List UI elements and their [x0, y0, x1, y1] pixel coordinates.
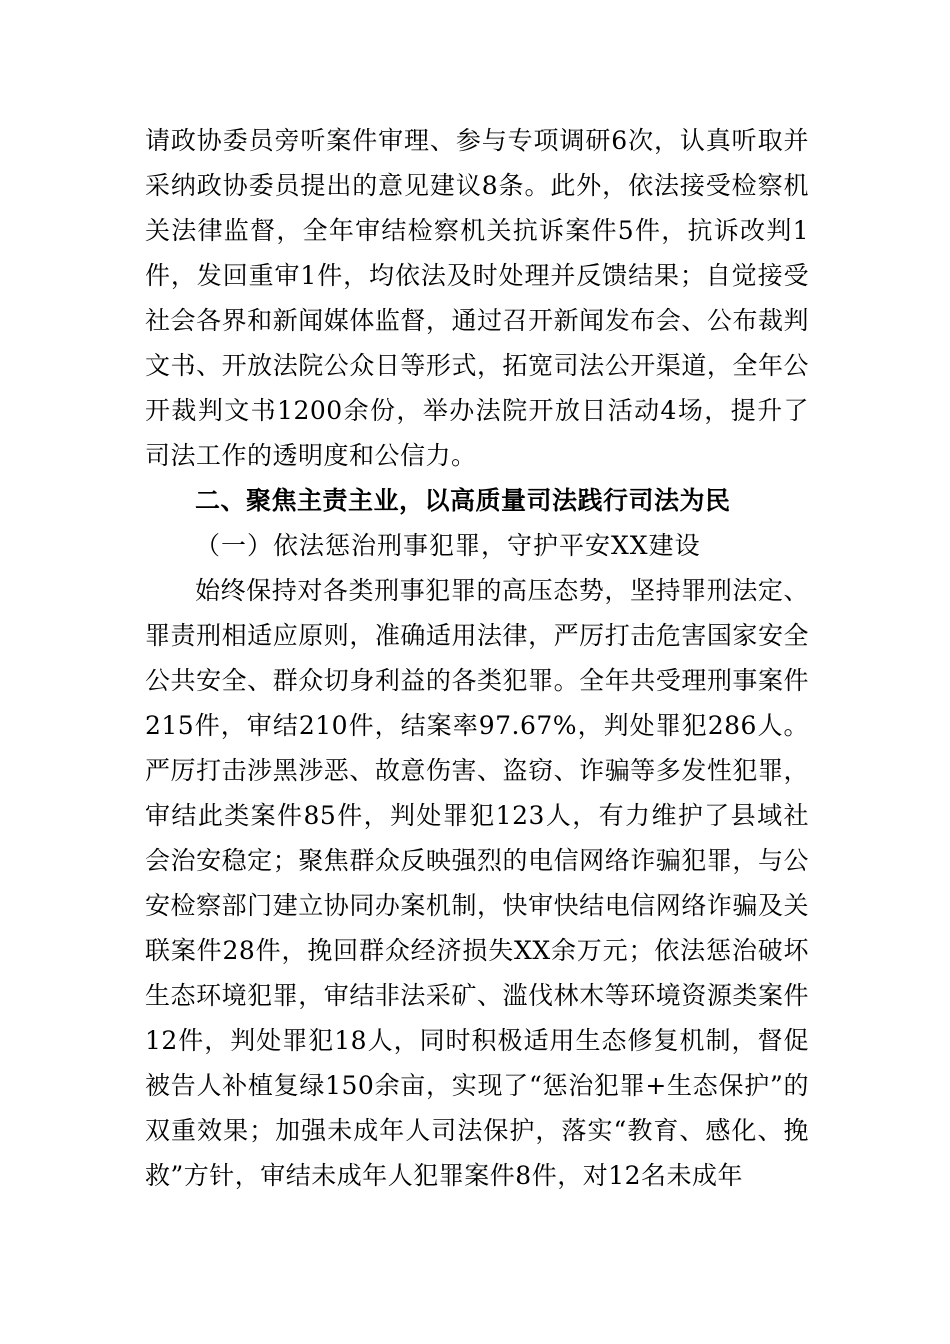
- section-heading: 二、聚焦主责主业，以高质量司法践行司法为民: [195, 486, 731, 515]
- paragraph-continuation: 请政协委员旁听案件审理、参与专项调研6次，认真听取并采纳政协委员提出的意见建议8条。此外，依法接受检察机关法律监督，全年审结检察机关抗诉案件5件，抗诉改判1件，发回重审1件，均依法及时处理并反馈结果；自觉接受社会各界和新闻媒体监督，通过召开新闻发布会、公布裁判文书、开放法院公众日等形式，拓宽司法公开渠道，全年公开裁判文书1200余份，举办法院开放日活动4场，提升了司法工作的透明度和公信力。: [145, 126, 809, 470]
- document-page: [145, 118, 809, 1198]
- subsection-heading: （一）依法惩治刑事犯罪，守护平安XX建设: [195, 531, 701, 560]
- paragraph-body: 始终保持对各类刑事犯罪的高压态势，坚持罪刑法定、罪责刑相适应原则，准确适用法律，严厉打击危害国家安全公共安全、群众切身利益的各类犯罪。全年共受理刑事案件215件，审结210件，结案率97.67%，判处罪犯286人。严厉打击涉黑涉恶、故意伤害、盗窃、诈骗等多发性犯罪，审结此类案件85件，判处罪犯123人，有力维护了县域社会治安稳定；聚焦群众反映强烈的电信网络诈骗犯罪，与公安检察部门建立协同办案机制，快审快结电信网络诈骗及关联案件28件，挽回群众经济损失XX余万元；依法惩治破坏生态环境犯罪，审结非法采矿、滥伐林木等环境资源类案件12件，判处罪犯18人，同时积极适用生态修复机制，督促被告人补植复绿150余亩，实现了“惩治犯罪+生态保护”的双重效果；加强未成年人司法保护，落实“教育、感化、挽救”方针，审结未成年人犯罪案件8件，对12名未成年: [145, 576, 809, 1190]
